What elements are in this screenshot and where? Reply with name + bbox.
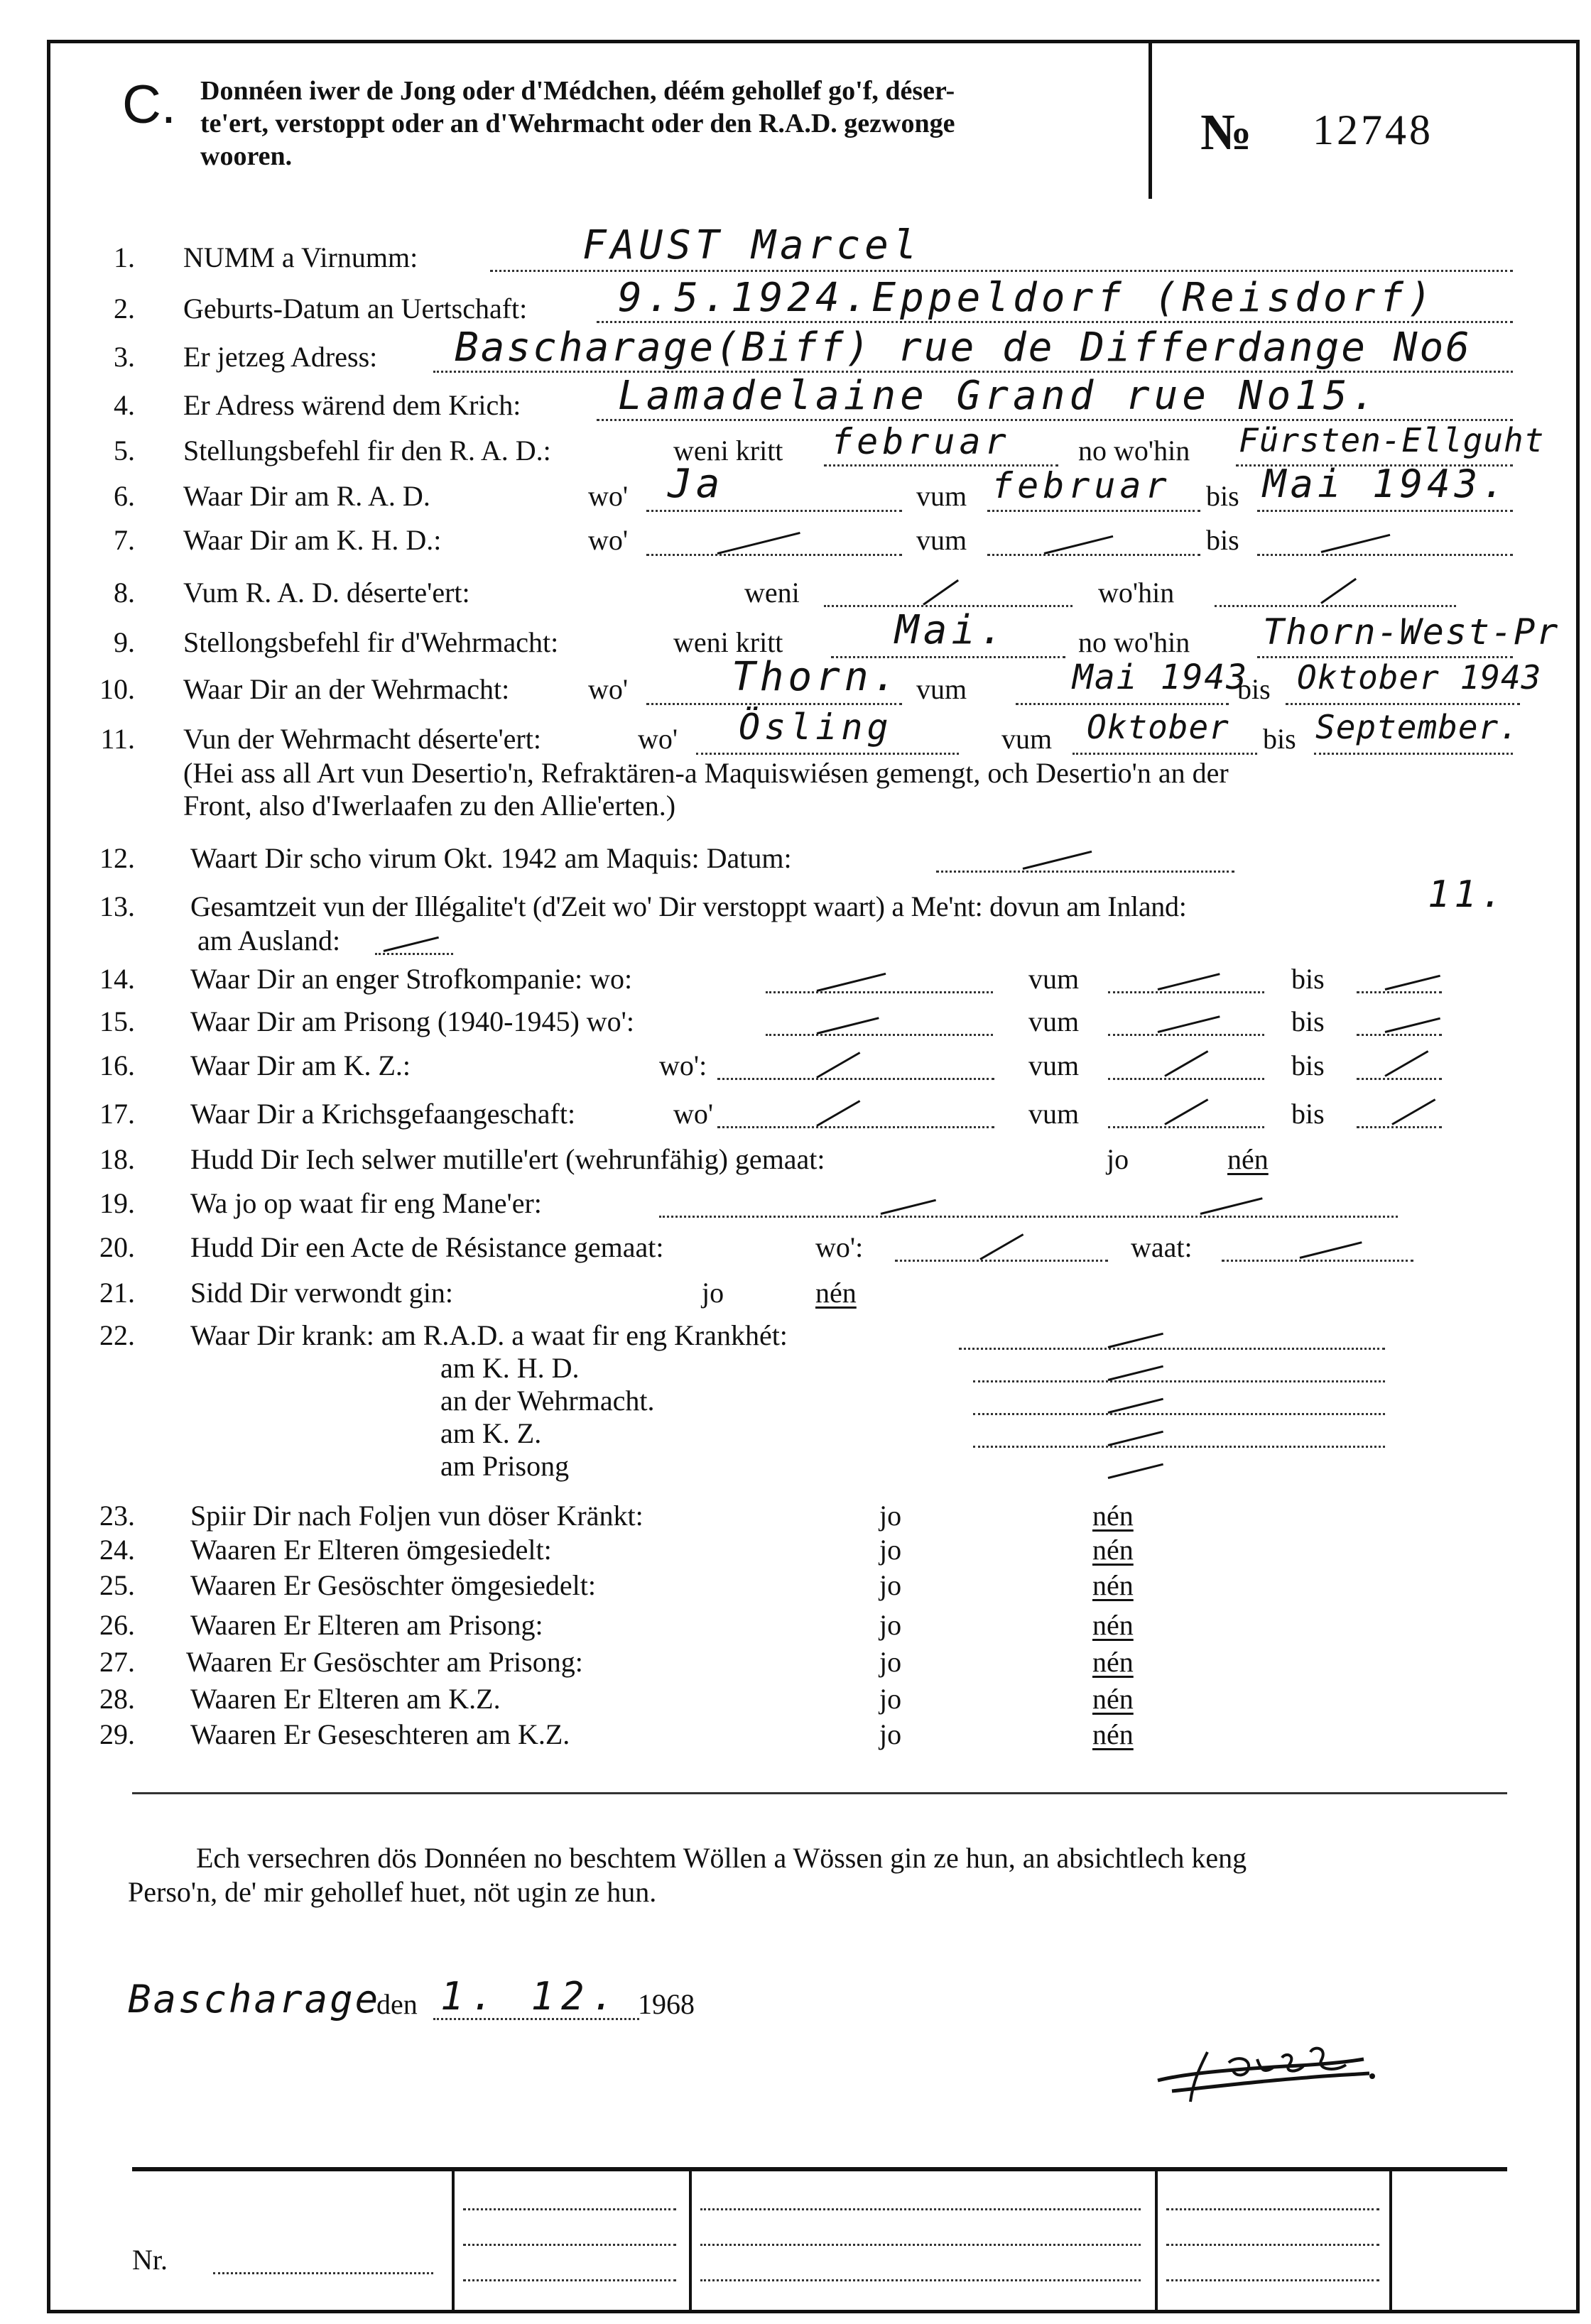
- parents-resettled-label: Waaren Er Elteren ömgesiedelt:: [190, 1534, 552, 1566]
- khd-label: Waar Dir am K. H. D.:: [183, 524, 442, 556]
- siblings-resettled-label: Waaren Er Gesöschter ömgesiedelt:: [190, 1569, 596, 1601]
- illness-effects-label: Spiir Dir nach Foljen vun döser Kränkt:: [190, 1500, 644, 1532]
- illness-label: Waar Dir krank: am R.A.D. a waat fir eng Krankhét:: [190, 1319, 788, 1351]
- wehrmacht-from-value: Mai 1943: [1073, 658, 1249, 697]
- field-line: [987, 510, 1200, 512]
- signature-year-label: 1968: [638, 1988, 695, 2020]
- illegality-label: Gesamtzeit vun der Illégalite't (d'Zeit wo' Dir verstoppt waart) a Me'nt: dovun am Inland:: [190, 890, 1187, 922]
- signature-place-value: Bascharage: [128, 1977, 381, 2022]
- row-number: 24.: [99, 1534, 135, 1566]
- header-text-line-1: Donnéen iwer de Jong oder d'Médchen, déém gehollef go'f, déser-: [200, 76, 955, 106]
- desertion-note-line-2: Front, also d'Iwerlaafen zu den Allie'erten.): [183, 790, 676, 822]
- signature-icon: [1144, 2031, 1378, 2116]
- row-number: 16.: [99, 1049, 135, 1081]
- until-label: bis: [1291, 1098, 1325, 1130]
- illegality-inland-value: 11.: [1428, 873, 1507, 916]
- yes-option: jo: [879, 1500, 902, 1532]
- no-option-selected: nén: [1092, 1500, 1134, 1532]
- mutilation-manner-label: Wa jo op waat fir eng Mane'er:: [190, 1187, 542, 1219]
- wehrmacht-order-whereto-value: Thorn-West-Pr: [1263, 611, 1560, 653]
- yes-option: jo: [879, 1683, 902, 1715]
- row-number: 6.: [114, 480, 135, 512]
- yes-option: jo: [879, 1534, 902, 1566]
- from-label: vum: [1028, 1098, 1080, 1130]
- yes-option: jo: [879, 1569, 902, 1601]
- row-number: 12.: [99, 842, 135, 874]
- field-line: [1215, 605, 1456, 607]
- when-label: weni: [744, 577, 800, 609]
- yes-option: jo: [1107, 1143, 1129, 1175]
- field-line: [1108, 991, 1264, 993]
- no-option-selected: nén: [1092, 1609, 1134, 1641]
- illness-prison-label: am Prisong: [440, 1450, 570, 1482]
- field-line: [936, 871, 1234, 873]
- field-line: [973, 1413, 1385, 1415]
- when-received-label: weni kritt: [673, 435, 783, 467]
- wehrmacht-order-when-value: Mai.: [895, 607, 1008, 653]
- row-number: 28.: [99, 1683, 135, 1715]
- kz-label: Waar Dir am K. Z.:: [190, 1049, 411, 1081]
- declaration-line-1: Ech versechren dös Donnéen no beschtem Wöllen a Wössen gin ze hun, an absichtlech keng: [196, 1842, 1247, 1874]
- wehrmacht-until-value: Oktober 1943: [1297, 658, 1542, 697]
- wounded-label: Sidd Dir verwondt gin:: [190, 1277, 453, 1309]
- illness-kz-label: am K. Z.: [440, 1417, 542, 1449]
- field-line: [696, 753, 959, 755]
- abroad-label: am Ausland:: [197, 924, 341, 956]
- field-line: [1222, 1260, 1413, 1262]
- field-line: [1257, 554, 1513, 556]
- field-line: [646, 703, 902, 705]
- field-line: [1357, 1034, 1442, 1036]
- siblings-prison-label: Waaren Er Gesöschter am Prisong:: [186, 1646, 583, 1678]
- war-address-value: Lamadelaine Grand rue No15.: [618, 373, 1380, 419]
- header-text-line-2: te'ert, verstoppt oder an d'Wehrmacht oder den R.A.D. gezwonge: [200, 109, 955, 138]
- penal-company-label: Waar Dir an enger Strofkompanie: wo:: [190, 963, 633, 995]
- birth-value: 9.5.1924.Eppeldorf (Reisdorf): [618, 275, 1436, 321]
- from-label: vum: [1028, 1049, 1080, 1081]
- from-label: vum: [916, 480, 967, 512]
- no-option-selected: nén: [1092, 1683, 1134, 1715]
- row-number: 26.: [99, 1609, 135, 1641]
- rad-until-value: Mai 1943.: [1263, 462, 1509, 506]
- row-number: 10.: [99, 673, 135, 705]
- footer-col-divider: [1389, 2171, 1392, 2311]
- footer-field-line: [700, 2208, 1141, 2210]
- header-text-line-3: wooren.: [200, 141, 293, 171]
- row-number: 14.: [99, 963, 135, 995]
- field-line: [1257, 510, 1513, 512]
- field-line: [375, 953, 453, 955]
- no-option-selected: nén: [1092, 1718, 1134, 1750]
- nr-field-line: [213, 2272, 433, 2274]
- when-received-label: weni kritt: [673, 626, 783, 658]
- footer-field-line: [700, 2279, 1141, 2281]
- rad-order-when-value: februar: [831, 421, 1011, 462]
- row-number: 9.: [114, 626, 135, 658]
- date-prefix-label: den: [376, 1988, 418, 2020]
- row-number: 3.: [114, 341, 135, 373]
- name-label: NUMM a Virnumm:: [183, 241, 418, 273]
- field-line: [766, 1034, 993, 1036]
- from-label: vum: [916, 524, 967, 556]
- number-symbol: №: [1200, 104, 1252, 160]
- footer-col-divider: [1155, 2171, 1158, 2311]
- birth-label: Geburts-Datum an Uertschaft:: [183, 293, 528, 324]
- where-label: wo': [588, 480, 629, 512]
- row-number: 22.: [99, 1319, 135, 1351]
- from-label: vum: [916, 673, 967, 705]
- field-line: [1108, 1078, 1264, 1080]
- row-number: 18.: [99, 1143, 135, 1175]
- desertion-until-value: September.: [1315, 708, 1519, 746]
- until-label: bis: [1263, 723, 1296, 755]
- field-line: [1357, 1126, 1442, 1128]
- address-label: Er jetzeg Adress:: [183, 341, 378, 373]
- what-label: waat:: [1131, 1231, 1193, 1263]
- no-option-selected: nén: [1092, 1646, 1134, 1678]
- row-number: 1.: [114, 241, 135, 273]
- where-label: wo': [638, 723, 678, 755]
- war-address-label: Er Adress wärend dem Krich:: [183, 389, 521, 421]
- field-line: [1108, 1034, 1264, 1036]
- signature-date-value: 1. 12.: [440, 1974, 622, 2019]
- section-divider: [132, 1792, 1507, 1794]
- row-number: 27.: [99, 1646, 135, 1678]
- no-option-selected: nén: [1227, 1143, 1269, 1175]
- where-label: wo':: [815, 1231, 864, 1263]
- field-line: [766, 991, 993, 993]
- row-number: 29.: [99, 1718, 135, 1750]
- until-label: bis: [1206, 524, 1239, 556]
- field-line: [987, 554, 1200, 556]
- section-letter: C.: [122, 75, 176, 135]
- field-line: [1357, 1078, 1442, 1080]
- field-line: [717, 1126, 994, 1128]
- footer-field-line: [463, 2279, 676, 2281]
- handwritten-signature: [1144, 2031, 1378, 2116]
- field-line: [959, 1348, 1385, 1350]
- where-label: wo': [588, 524, 629, 556]
- wehrmacht-where-value: Thorn.: [732, 654, 901, 700]
- footer-col-divider: [452, 2171, 455, 2311]
- footer-field-line: [1166, 2208, 1379, 2210]
- wehrmacht-order-label: Stellongsbefehl fir d'Wehrmacht:: [183, 626, 559, 658]
- row-number: 21.: [99, 1277, 135, 1309]
- yes-option: jo: [702, 1277, 724, 1309]
- row-number: 20.: [99, 1231, 135, 1263]
- row-number: 11.: [100, 723, 135, 755]
- row-number: 23.: [99, 1500, 135, 1532]
- field-line: [1357, 991, 1442, 993]
- field-line: [1073, 753, 1257, 755]
- row-number: 5.: [114, 435, 135, 467]
- field-line: [659, 1216, 1398, 1218]
- maquis-label: Waart Dir scho virum Okt. 1942 am Maquis: Datum:: [190, 842, 792, 874]
- whereto-label: no wo'hin: [1078, 626, 1190, 658]
- row-number: 4.: [114, 389, 135, 421]
- yes-option: jo: [879, 1646, 902, 1678]
- declaration-line-2: Perso'n, de' mir gehollef huet, nöt ugin ze hun.: [128, 1876, 657, 1908]
- footer-field-line: [463, 2244, 676, 2246]
- field-line: [1108, 1126, 1264, 1128]
- birth-field-line: [597, 321, 1513, 323]
- wehrmacht-label: Waar Dir an der Wehrmacht:: [183, 673, 510, 705]
- until-label: bis: [1206, 480, 1239, 512]
- nr-label: Nr.: [132, 2244, 168, 2276]
- header-divider: [1149, 41, 1152, 199]
- row-number: 7.: [114, 524, 135, 556]
- name-value: FAUST Marcel: [582, 222, 921, 268]
- footer-col-divider: [689, 2171, 692, 2311]
- from-label: vum: [1028, 1005, 1080, 1037]
- whereto-label: no wo'hin: [1078, 435, 1190, 467]
- no-option-selected: nén: [815, 1277, 857, 1309]
- yes-option: jo: [879, 1718, 902, 1750]
- field-line: [646, 510, 902, 512]
- rad-label: Waar Dir am R. A. D.: [183, 480, 430, 512]
- footer-field-line: [1166, 2244, 1379, 2246]
- field-line: [717, 1078, 994, 1080]
- until-label: bis: [1291, 963, 1325, 995]
- until-label: bis: [1291, 1049, 1325, 1081]
- no-option-selected: nén: [1092, 1534, 1134, 1566]
- row-number: 19.: [99, 1187, 135, 1219]
- row-number: 2.: [114, 293, 135, 324]
- whereto-label: wo'hin: [1098, 577, 1175, 609]
- illness-khd-label: am K. H. D.: [440, 1352, 580, 1384]
- pow-label: Waar Dir a Krichsgefaangeschaft:: [190, 1098, 576, 1130]
- desertion-from-value: Oktober: [1087, 708, 1229, 746]
- desertion-where-value: Ösling: [739, 707, 893, 748]
- rad-order-label: Stellungsbefehl fir den R. A. D.:: [183, 435, 551, 467]
- row-number: 15.: [99, 1005, 135, 1037]
- resistance-label: Hudd Dir een Acte de Résistance gemaat:: [190, 1231, 664, 1263]
- row-number: 13.: [99, 890, 135, 922]
- name-field-line: [490, 270, 1513, 272]
- footer-field-line: [463, 2208, 676, 2210]
- footer-top-rule: [132, 2167, 1507, 2171]
- until-label: bis: [1237, 673, 1271, 705]
- field-line: [973, 1380, 1385, 1382]
- prison-label: Waar Dir am Prisong (1940-1945) wo':: [190, 1005, 634, 1037]
- where-label: wo':: [659, 1049, 707, 1081]
- no-option-selected: nén: [1092, 1569, 1134, 1601]
- field-line: [646, 554, 902, 556]
- rad-where-value: Ja: [668, 461, 724, 507]
- self-mutilation-label: Hudd Dir Iech selwer mutille'ert (wehrunfähig) gemaat:: [190, 1143, 825, 1175]
- field-line: [895, 1260, 1108, 1262]
- rad-order-whereto-value: Fürsten-Ellguht: [1239, 421, 1545, 459]
- footer-field-line: [700, 2244, 1141, 2246]
- from-label: vum: [1028, 963, 1080, 995]
- row-number: 25.: [99, 1569, 135, 1601]
- field-line: [1016, 703, 1229, 705]
- where-label: wo': [673, 1098, 714, 1130]
- field-line: [1286, 703, 1520, 705]
- yes-option: jo: [879, 1609, 902, 1641]
- row-number: 17.: [99, 1098, 135, 1130]
- desertion-note-line-1: (Hei ass all Art vun Desertio'n, Refraktären-a Maquiswiésen gemengt, och Desertio'n an der: [183, 757, 1229, 789]
- rad-from-value: februar: [992, 465, 1171, 506]
- siblings-kz-label: Waaren Er Geseschteren am K.Z.: [190, 1718, 570, 1750]
- field-line: [973, 1446, 1385, 1448]
- parents-prison-label: Waaren Er Elteren am Prisong:: [190, 1609, 543, 1641]
- field-line: [1314, 753, 1513, 755]
- address-value: Bascharage(Biff) rue de Differdange No6: [455, 324, 1472, 371]
- wehrmacht-desertion-label: Vun der Wehrmacht déserte'ert:: [183, 723, 541, 755]
- parents-kz-label: Waaren Er Elteren am K.Z.: [190, 1683, 501, 1715]
- row-number: 8.: [114, 577, 135, 609]
- rad-desertion-label: Vum R. A. D. déserte'ert:: [183, 577, 470, 609]
- footer-field-line: [1166, 2279, 1379, 2281]
- until-label: bis: [1291, 1005, 1325, 1037]
- where-label: wo': [588, 673, 629, 705]
- form-number: 12748: [1313, 107, 1433, 153]
- from-label: vum: [1001, 723, 1053, 755]
- illness-wehrmacht-label: an der Wehrmacht.: [440, 1385, 655, 1417]
